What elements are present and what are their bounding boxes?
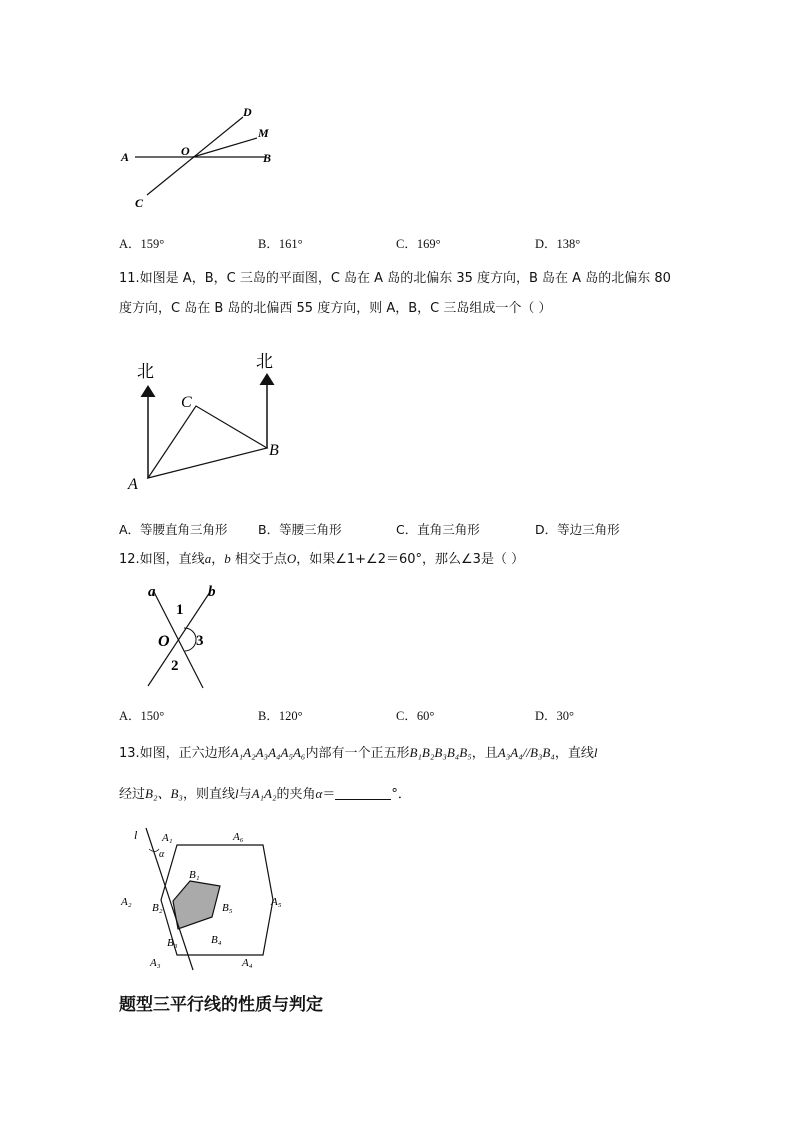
q13-label-B2: B₂ (152, 902, 163, 914)
q12-sep: ， (211, 552, 225, 567)
q11-option-d: D．等边三角形 (535, 522, 620, 537)
q13-label-alpha: α (159, 849, 165, 860)
q13-line1-c: ，且 (471, 746, 498, 761)
q12-mid: 相交于点 (230, 552, 287, 567)
q13-line2-b: ，则直线 (182, 787, 235, 802)
q10-figure (115, 100, 285, 215)
q13-label-B3: B₃ (167, 937, 178, 949)
q12-line (119, 546, 524, 573)
q11-north-1: 北 (137, 362, 154, 382)
q12-option-b: B．120° (258, 709, 303, 723)
q13-line1-b: 内部有一个正五形 (305, 746, 410, 761)
q13-line1-d: ，直线 (554, 746, 594, 761)
q12-var-O: O (286, 551, 297, 566)
q10-option-a: A．159° (119, 237, 165, 251)
q13-label-l: l (134, 828, 138, 842)
q11-figure (120, 345, 300, 495)
q12-option-c: C．60° (396, 709, 435, 723)
q11-label-A: A (128, 476, 138, 493)
section-heading: 题型三平行线的性质与判定 (119, 995, 323, 1015)
q13-l1: l (593, 745, 598, 760)
q12-prefix: 12.如图，直线 (119, 552, 205, 567)
q13-l2: l (234, 786, 239, 801)
q13-line2-d: 的夹角 (276, 787, 316, 802)
q13-line1-a: 13.如图，正六边形 (119, 746, 231, 761)
q13-through: B₂、B₃ (145, 786, 183, 801)
q13-answer-blank[interactable] (335, 785, 391, 800)
q10-label-O: O (181, 144, 190, 158)
q11-option-a: A．等腰直角三角形 (119, 522, 228, 537)
q13-line2-f: °． (391, 787, 411, 802)
q10-label-B: B (263, 151, 272, 165)
q12-angle-3: 3 (196, 633, 204, 649)
q13-alpha: α (315, 786, 323, 801)
q11-label-C: C (181, 394, 192, 411)
q12-label-b: b (208, 584, 216, 600)
q11-line2: 度方向，C 岛在 B 岛的北偏西 55 度方向，则 A，B，C 三岛组成一个（ ） (119, 301, 552, 316)
q13-label-A1: A₁ (162, 832, 173, 844)
q13-label-A5: A₅ (271, 896, 282, 908)
q11-option-c: C．直角三角形 (396, 522, 480, 537)
q12-option-d: D．30° (535, 709, 575, 723)
q13-line2-a: 经过 (119, 787, 146, 802)
q13-label-B5: B₅ (222, 902, 233, 914)
q13-hexagon: A₁A₂A₃A₄A₅A₆ (230, 745, 306, 760)
q13-line2-c: 与 (238, 787, 252, 802)
q13-line1 (119, 740, 598, 767)
q10-label-A: A (121, 150, 130, 164)
q13-line2-e: ＝ (322, 787, 336, 802)
q13-parallel: A₃A₄//B₃B₄ (497, 745, 555, 760)
q13-label-A2: A₂ (121, 896, 132, 908)
q10-option-b: B．161° (258, 237, 303, 251)
q12-label-a: a (148, 584, 156, 600)
q12-var-a: a (204, 551, 212, 566)
q13-label-A6: A₆ (233, 831, 244, 843)
q13-label-A4: A₄ (242, 957, 253, 969)
q13-pentagon: B₁B₂B₃B₄B₅ (409, 745, 472, 760)
q10-option-c: C．169° (396, 237, 441, 251)
q12-angle-2: 2 (171, 658, 179, 674)
q12-label-O: O (158, 633, 170, 650)
q12-var-b: b (224, 551, 231, 566)
q12-angle-1: 1 (176, 602, 184, 618)
q13-label-B1: B₁ (189, 869, 200, 881)
q10-label-M: M (258, 126, 269, 140)
q11-north-2: 北 (256, 352, 273, 372)
q11-option-b: B．等腰三角形 (258, 522, 342, 537)
q13-label-A3: A₃ (150, 957, 161, 969)
q13-line2 (119, 781, 411, 808)
q10-option-d: D．138° (535, 237, 581, 251)
q12-figure (138, 578, 238, 693)
q11-label-B: B (269, 442, 279, 459)
q12-option-a: A．150° (119, 709, 165, 723)
q13-figure (115, 825, 300, 975)
q10-label-D: D (243, 105, 252, 119)
q10-label-C: C (135, 196, 144, 210)
q13-a1a2: A₁A₂ (251, 786, 277, 801)
q11-line1: 11.如图是 A，B，C 三岛的平面图，C 岛在 A 岛的北偏东 35 度方向，B 岛在 A 岛的北偏东 80 (119, 271, 671, 286)
q13-label-B4: B₄ (211, 934, 222, 946)
q12-rest: ，如果∠1+∠2＝60°，那么∠3是（ ） (296, 552, 525, 567)
